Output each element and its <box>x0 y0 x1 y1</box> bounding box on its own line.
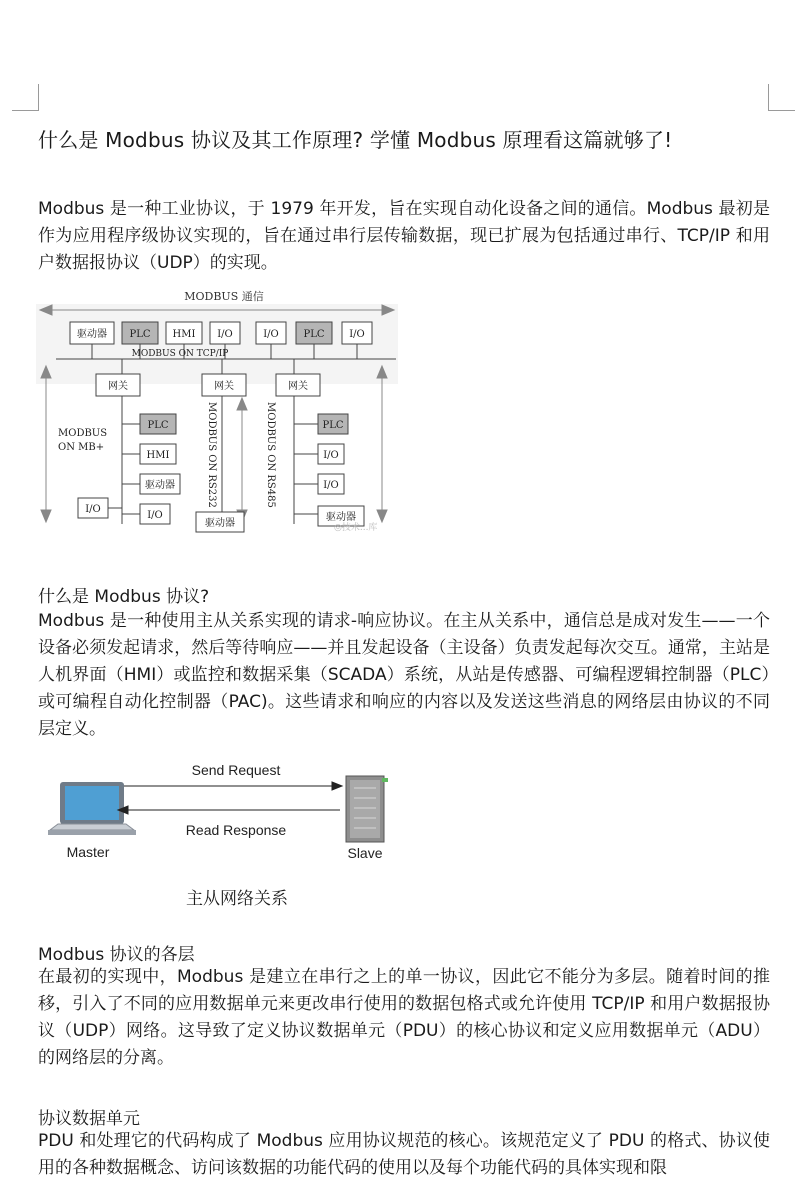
mb-plus-io: I/O <box>85 504 101 515</box>
send-request-label: Send Request <box>191 762 281 778</box>
watermark: ◎技术...库 <box>334 523 378 533</box>
rs485-device: I/O <box>323 450 339 461</box>
master-slave-diagram <box>44 758 404 866</box>
section-heading-what-is-modbus: 什么是 Modbus 协议? <box>38 587 210 607</box>
section-heading-layers: Modbus 协议的各层 <box>38 945 195 965</box>
mb-plus-device: PLC <box>147 420 169 431</box>
page-corner-mark-right <box>768 84 795 111</box>
server-icon <box>346 776 388 842</box>
top-device-label: I/O <box>217 329 233 340</box>
rs485-device: PLC <box>322 420 344 431</box>
top-device-label: HMI <box>172 329 196 340</box>
rs232-label: MODBUS ON RS232 <box>206 402 217 508</box>
top-device-label: 驱动器 <box>77 329 107 340</box>
top-device-label: PLC <box>303 329 325 340</box>
rs485-device: I/O <box>323 480 339 491</box>
section-heading-pdu: 协议数据单元 <box>38 1109 140 1129</box>
gateway-label: 网关 <box>108 381 128 392</box>
rs485-device: 驱动器 <box>326 512 356 523</box>
top-device-label: I/O <box>263 329 279 340</box>
slave-label: Slave <box>347 845 383 861</box>
top-device-label: PLC <box>129 329 151 340</box>
gateway-label: 网关 <box>288 381 308 392</box>
gateway-label: 网关 <box>214 381 234 392</box>
master-label: Master <box>66 844 110 860</box>
send-request-arrow <box>124 782 342 790</box>
document-title: 什么是 Modbus 协议及其工作原理? 学懂 Modbus 原理看这篇就够了! <box>38 128 673 152</box>
modbus-comm-label: MODBUS 通信 <box>184 290 264 303</box>
read-response-label: Read Response <box>185 822 287 838</box>
mb-plus-device: I/O <box>147 510 163 521</box>
top-device-label: I/O <box>349 329 365 340</box>
section-body-what-is-modbus: Modbus 是一种使用主从关系实现的请求-响应协议。在主从关系中，通信总是成对发生——一个设备必须发起请求，然后等待响应——并且发起设备（主设备）负责发起每次交互。通常，主站是人机界面（HMI）或监控和数据采集（SCADA）系统，从站是传感器、可编程逻辑控制器（PLC）或可编程自动化控制器（PAC)。这些请求和响应的内容以及发送这些消息的网络层由协议的不同层定义。 <box>38 611 770 739</box>
section-body-layers: 在最初的实现中，Modbus 是建立在串行之上的单一协议，因此它不能分为多层。随着时间的推移，引入了不同的应用数据单元来更改串行使用的数据包格式或允许使用 TCP/IP 和用户数据报协议（UDP）网络。这导致了定义协议数据单元（PDU）的核心协议和定义应用数据单元（ADU）的网络层的分离。 <box>38 967 770 1068</box>
read-response-arrow <box>118 806 340 814</box>
modbus-network-diagram <box>36 286 398 540</box>
mb-plus-device: HMI <box>146 450 170 461</box>
mb-plus-label: ON MB+ <box>58 442 105 453</box>
figure-caption: 主从网络关系 <box>186 889 288 909</box>
page-corner-mark-left <box>12 84 39 111</box>
mb-plus-device: 驱动器 <box>145 480 175 491</box>
rs232-device: 驱动器 <box>205 518 235 529</box>
mb-plus-label: MODBUS <box>58 428 108 439</box>
intro-paragraph: Modbus 是一种工业协议，于 1979 年开发，旨在实现自动化设备之间的通信。Modbus 最初是作为应用程序级协议实现的，旨在通过串行层传输数据，现已扩展为包括通过串行、TCP/IP 和用户数据报协议（UDP）的实现。 <box>38 199 770 273</box>
section-body-pdu: PDU 和处理它的代码构成了 Modbus 应用协议规范的核心。该规范定义了 PDU 的格式、协议使用的各种数据概念、访问该数据的功能代码的使用以及每个功能代码的具体实现和限 <box>38 1131 770 1178</box>
rs485-label: MODBUS ON RS485 <box>265 402 276 508</box>
tcpip-bus-label: MODBUS ON TCP/IP <box>131 349 229 359</box>
